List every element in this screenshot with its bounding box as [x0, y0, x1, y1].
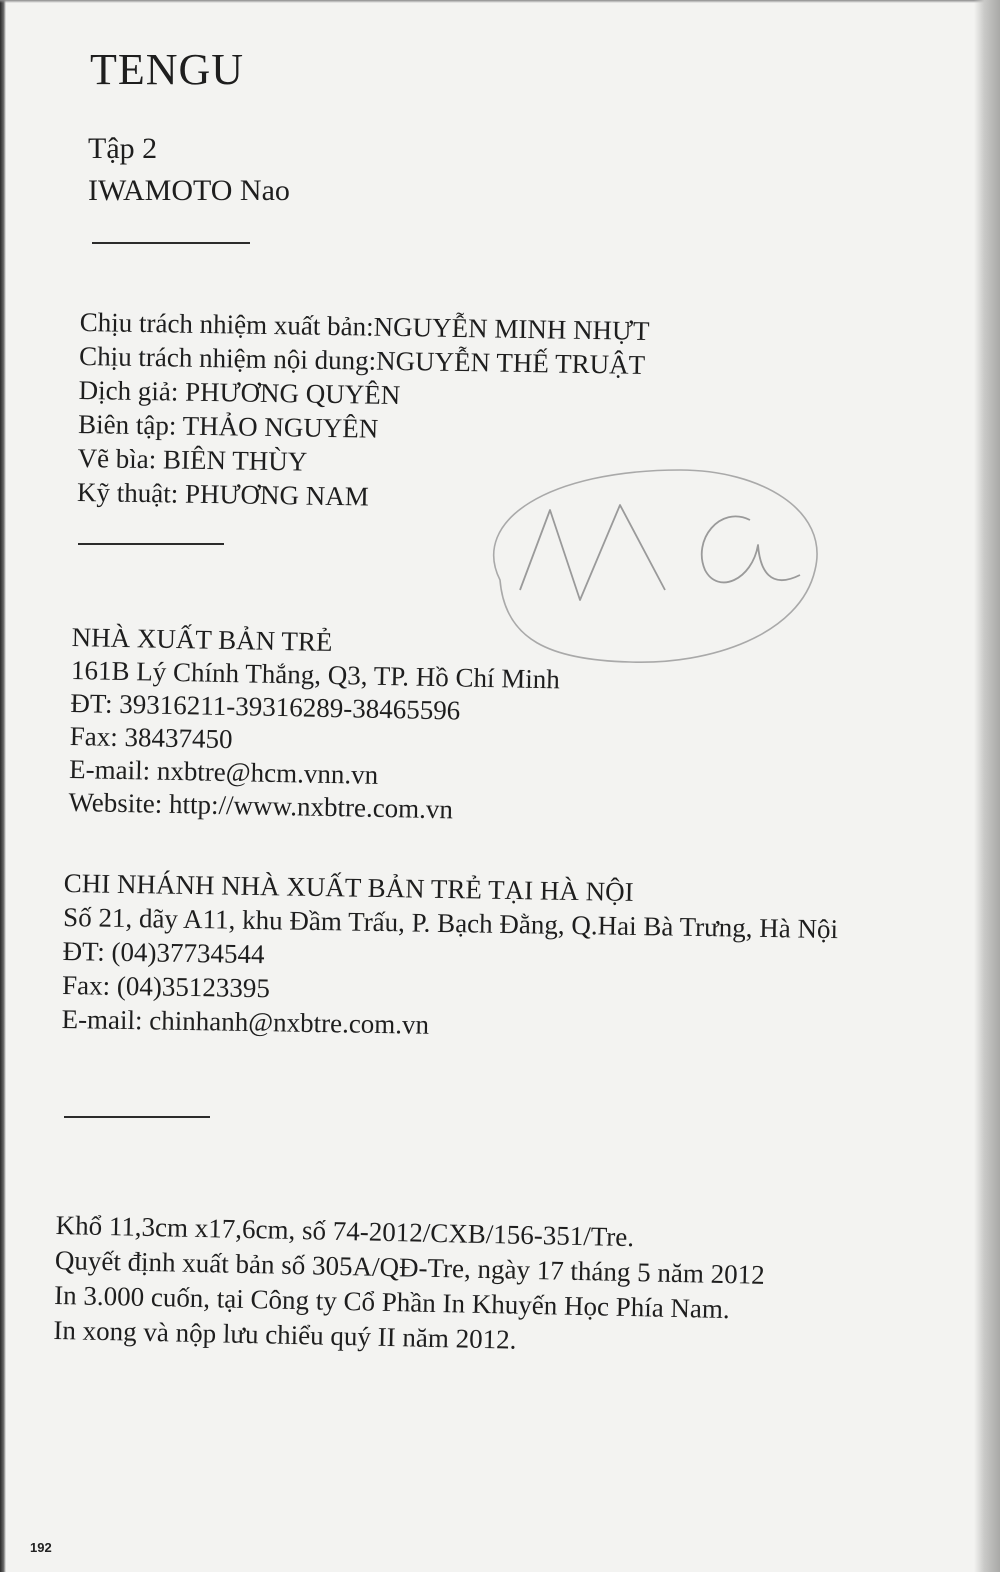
book-title: TENGU — [90, 45, 245, 94]
branch-email: E-mail: chinhanh@nxbtre.com.vn — [61, 1003, 430, 1040]
print-size-registration: Khổ 11,3cm x17,6cm, số 74-2012/CXB/156-351/Tre. — [55, 1209, 635, 1253]
page-right-edge-shadow — [974, 0, 1000, 1572]
publisher-name: NHÀ XUẤT BẢN TRẺ — [71, 621, 333, 658]
divider-rule — [78, 543, 224, 545]
divider-rule — [92, 242, 250, 244]
credit-content-responsible: Chịu trách nhiệm nội dung:NGUYỄN THẾ TRUẬT — [78, 340, 646, 380]
branch-address: Số 21, dãy A11, khu Đầm Trấu, P. Bạch Đằng, Q.Hai Bà Trưng, Hà Nội — [62, 901, 839, 945]
publisher-email: E-mail: nxbtre@hcm.vnn.vn — [68, 753, 379, 790]
sketch-letter-m — [520, 505, 665, 600]
print-run: In 3.000 cuốn, tại Công ty Cổ Phần In Khuyến Học Phía Nam. — [53, 1279, 731, 1325]
publisher-phone: ĐT: 39316211-39316289-38465596 — [70, 687, 461, 726]
publisher-address: 161B Lý Chính Thắng, Q3, TP. Hồ Chí Minh — [70, 654, 561, 695]
volume-label: Tập 2 — [88, 132, 158, 165]
page-left-edge-shadow — [0, 0, 6, 1572]
print-info-block — [53, 1208, 766, 1363]
print-decision: Quyết định xuất bản số 305A/QĐ-Tre, ngày 17 tháng 5 năm 2012 — [54, 1244, 766, 1290]
credit-translator: Dịch giả: PHƯƠNG QUYÊN — [78, 374, 401, 411]
page-top-edge-shadow — [0, 0, 1000, 3]
credit-technical: Kỹ thuật: PHƯƠNG NAM — [76, 476, 369, 512]
sketch-letter-a — [702, 516, 800, 582]
credit-cover-artist: Vẽ bìa: BIÊN THÙY — [77, 442, 308, 477]
credit-publisher-responsible: Chịu trách nhiệm xuất bản:NGUYỄN MINH NHỰT — [79, 306, 650, 346]
branch-phone: ĐT: (04)37734544 — [62, 935, 265, 970]
branch-name: CHI NHÁNH NHÀ XUẤT BẢN TRẺ TẠI HÀ NỘI — [63, 867, 634, 907]
branch-fax: Fax: (04)35123395 — [61, 969, 271, 1004]
publisher-fax: Fax: 38437450 — [69, 720, 233, 755]
author-name: IWAMOTO Nao — [88, 174, 290, 207]
print-deposit: In xong và nộp lưu chiểu quý II năm 2012. — [53, 1314, 517, 1355]
branch-block — [61, 866, 838, 1048]
divider-rule — [64, 1116, 210, 1118]
publisher-website: Website: http://www.nxbtre.com.vn — [68, 786, 454, 825]
credit-editor: Biên tập: THẢO NGUYÊN — [77, 408, 379, 444]
publisher-block — [68, 621, 561, 828]
page-number: 192 — [30, 1540, 52, 1555]
